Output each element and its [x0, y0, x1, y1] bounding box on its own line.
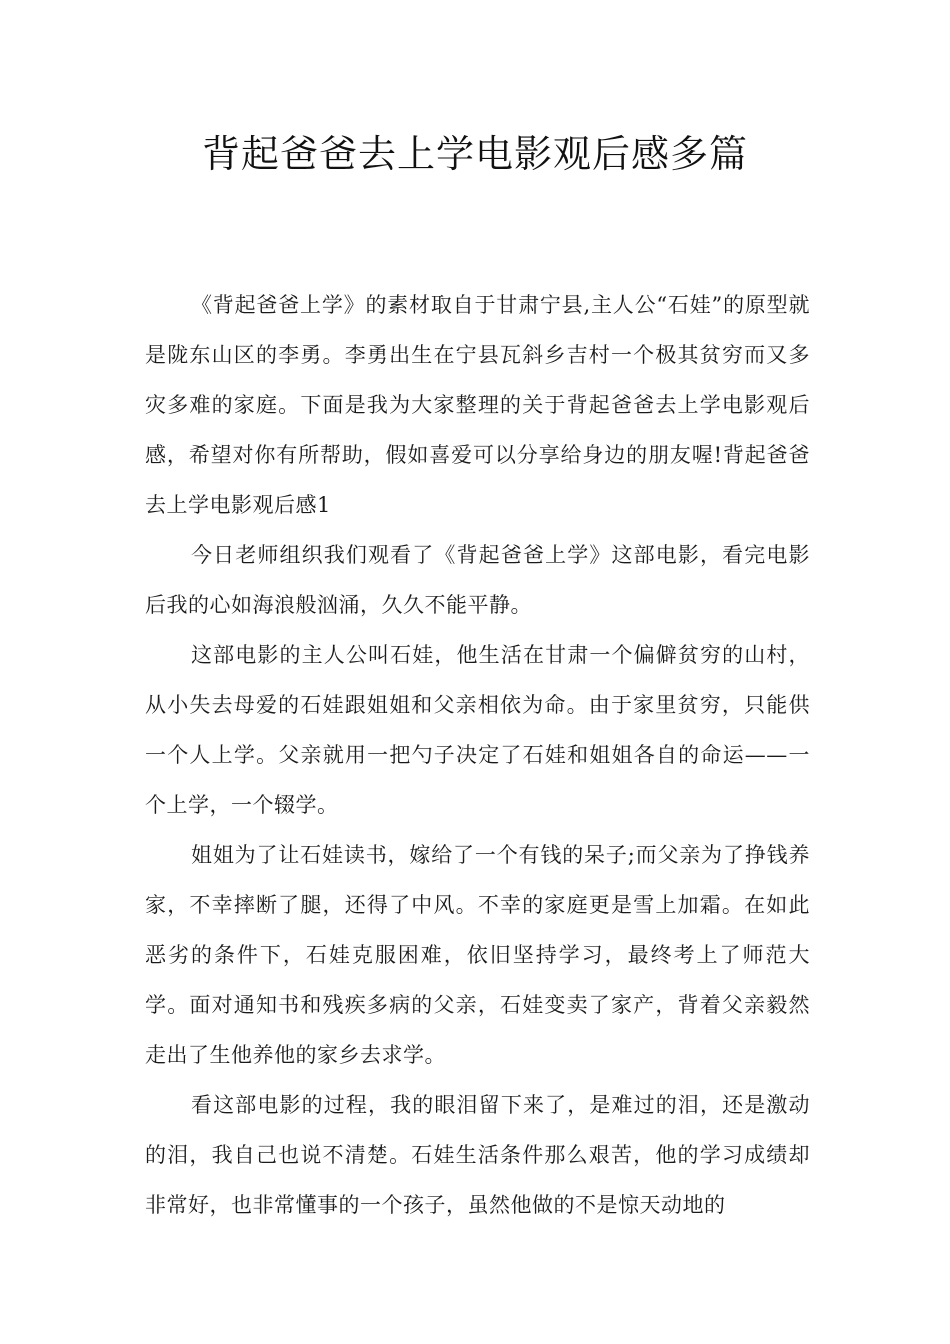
document-title: 背起爸爸去上学电影观后感多篇 — [201, 132, 748, 176]
paragraph-feelings: 看这部电影的过程，我的眼泪留下来了，是难过的泪，还是激动的泪，我自己也说不清楚。石娃生活条件那么艰苦，他的学习成绩却非常好，也非常懂事的一个孩子，虽然他做的不是惊天动地的 — [145, 1093, 810, 1217]
paragraph-protagonist: 这部电影的主人公叫石娃，他生活在甘肃一个偏僻贫穷的山村，从小失去母爱的石娃跟姐姐和父亲相依为命。由于家里贫穷，只能供一个人上学。父亲就用一把勺子决定了石娃和姐姐各自的命运——一个上学，一个辍学。 — [145, 643, 810, 817]
paragraph-watching: 今日老师组织我们观看了《背起爸爸上学》这部电影，看完电影后我的心如海浪般汹涌，久久不能平静。 — [145, 543, 810, 617]
paragraph-intro: 《背起爸爸上学》的素材取自于甘肃宁县,主人公“石娃”的原型就是陇东山区的李勇。李勇出生在宁县瓦斜乡吉村一个极其贫穷而又多灾多难的家庭。下面是我为大家整理的关于背起爸爸去上学电影观后感，希望对你有所帮助，假如喜爱可以分享给身边的朋友喔!背起爸爸去上学电影观后感1 — [145, 293, 810, 517]
document-body — [145, 280, 810, 1230]
paragraph-sister: 姐姐为了让石娃读书，嫁给了一个有钱的呆子;而父亲为了挣钱养家，不幸摔断了腿，还得了中风。不幸的家庭更是雪上加霜。在如此恶劣的条件下，石娃克服困难，依旧坚持学习，最终考上了师范大学。面对通知书和残疾多病的父亲，石娃变卖了家产，背着父亲毅然走出了生他养他的家乡去求学。 — [145, 843, 810, 1067]
